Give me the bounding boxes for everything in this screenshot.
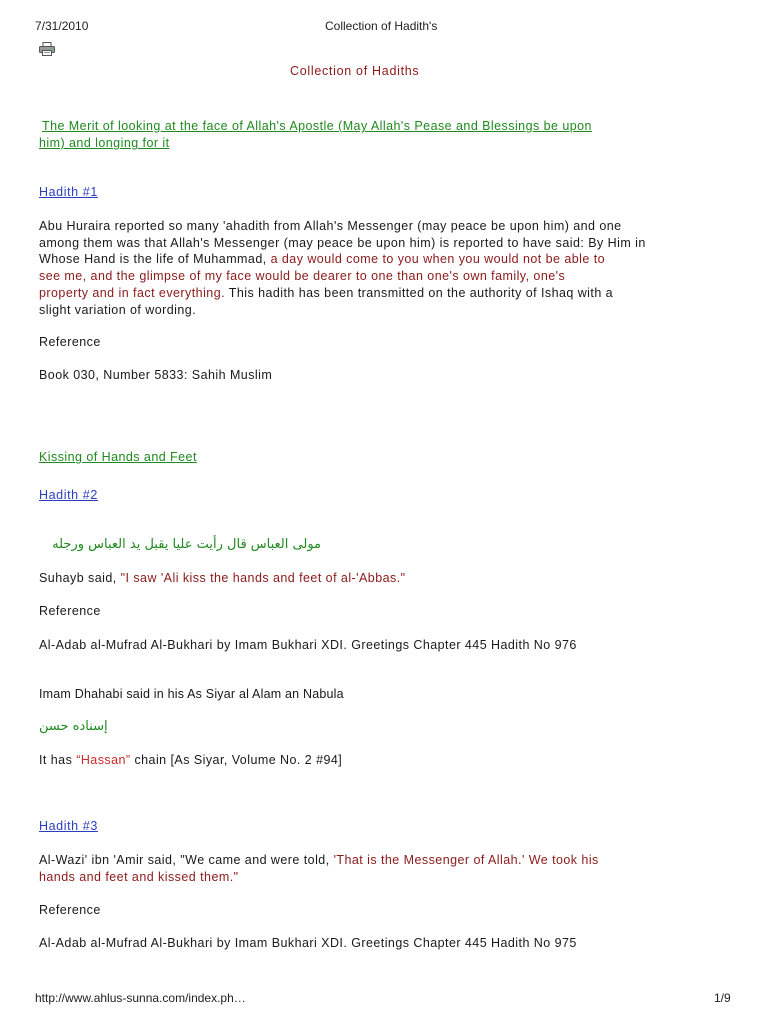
hadith-3-link[interactable]: Hadith #3 — [39, 819, 98, 833]
hadith-2-arabic: مولى العباس قال رأيت عليا يقبل يد العباس ورجله — [52, 537, 321, 552]
hadith-2-chain-rest: chain [As Siyar, Volume No. 2 #94] — [130, 753, 343, 767]
hadith-1-line3 — [39, 251, 646, 268]
hadith-2-suhayb-plain: Suhayb said, — [39, 571, 121, 585]
hadith-3-line2-quote: hands and feet and kissed them." — [39, 869, 239, 884]
hadith-1-line6: slight variation of wording. — [39, 302, 197, 317]
hadith-1-line3-plain: Whose Hand is the life of Muhammad, — [39, 252, 267, 267]
print-date: 7/31/2010 — [35, 19, 89, 33]
section-heading-kissing[interactable]: Kissing of Hands and Feet — [39, 450, 197, 464]
hadith-3-line1-plain: Al-Wazi' ibn 'Amir said, "We came and were told, — [39, 853, 334, 867]
hadith-1-reference-label: Reference — [39, 335, 101, 349]
hadith-2-chain-plain: It has — [39, 753, 77, 767]
print-footer-page: 1/9 — [714, 991, 731, 1005]
hadith-2-reference: Al-Adab al-Mufrad Al-Bukhari by Imam Bukhari XDI. Greetings Chapter 445 Hadith No 976 — [39, 638, 577, 652]
hadith-1-line1: Abu Huraira reported so many 'ahadith from Allah's Messenger (may peace be upon him) and one — [39, 219, 622, 233]
hadith-3-line1 — [39, 852, 599, 869]
printer-icon[interactable] — [39, 42, 55, 56]
hadith-1-reference: Book 030, Number 5833: Sahih Muslim — [39, 368, 273, 382]
hadith-2-arabic-chain: إسناده حسن — [39, 719, 108, 734]
hadith-1-line3-quote: a day would come to you when you would not be able to — [266, 252, 606, 267]
hadith-1-link[interactable]: Hadith #1 — [39, 185, 98, 199]
hadith-1-line4-quote: see me, and the glimpse of my face would be dearer to one than one's own family, one's — [39, 269, 566, 284]
hadith-3-reference-label: Reference — [39, 903, 101, 917]
hadith-2-chain-hassan: “Hassan” — [76, 753, 131, 767]
hadith-2-suhayb-quote: "I saw 'Ali kiss the hands and feet of al-'Abbas." — [120, 571, 406, 585]
print-title: Collection of Hadith's — [325, 19, 438, 33]
hadith-2-suhayb — [39, 570, 406, 587]
hadith-3-reference: Al-Adab al-Mufrad Al-Bukhari by Imam Bukhari XDI. Greetings Chapter 445 Hadith No 975 — [39, 936, 577, 950]
hadith-1-line5-plain: This hadith has been transmitted on the authority of Ishaq with a — [225, 285, 614, 300]
hadith-2-link[interactable]: Hadith #2 — [39, 488, 98, 502]
hadith-1-line2: among them was that Allah's Messenger (may peace be upon him) is reported to have said: By Him in — [39, 235, 646, 250]
hadith-1-line5-quote: property and in fact everything. — [39, 285, 226, 300]
page-title: Collection of Hadiths — [290, 64, 420, 78]
print-footer-url: http://www.ahlus-sunna.com/index.ph… — [35, 991, 246, 1005]
section-heading-merit-line2[interactable]: him) and longing for it — [39, 136, 170, 150]
hadith-2-chain — [39, 752, 342, 769]
hadith-3-text — [39, 852, 599, 885]
dhahabi-line: Imam Dhahabi said in his As Siyar al Alam an Nabula — [39, 687, 344, 701]
hadith-2-reference-label: Reference — [39, 604, 101, 618]
hadith-1-line5 — [39, 285, 646, 302]
hadith-3-line1-quote: 'That is the Messenger of Allah.' We took his — [333, 853, 599, 867]
hadith-1-text — [39, 218, 646, 318]
section-heading-merit-line1[interactable]: The Merit of looking at the face of Allah's Apostle (May Allah's Pease and Blessings be upon — [42, 119, 592, 133]
